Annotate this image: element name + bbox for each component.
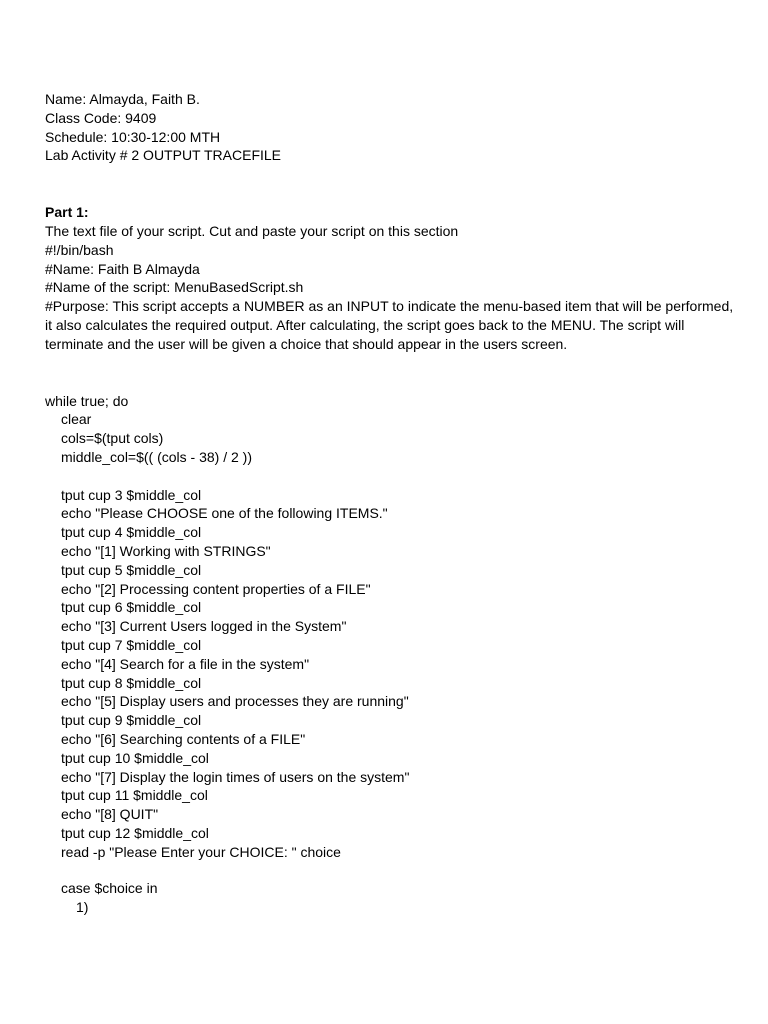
code-line: tput cup 8 $middle_col (61, 674, 202, 691)
class-code: Class Code: 9409 (45, 109, 157, 126)
comment-purpose: #Purpose: This script accepts a NUMBER as an INPUT to indicate the menu-based item that will be performed, it also calculates the required output. After calculating, the script goes back to the MENU. The script will terminate and the user will be given a choice that should appear in the users screen. (45, 298, 734, 352)
code-clear: clear (61, 411, 92, 428)
part1-intro: The text file of your script. Cut and paste your script on this section (45, 222, 459, 239)
code-cols: cols=$(tput cols) (61, 430, 164, 447)
code-middle-col: middle_col=$(( (cols - 38) / 2 )) (61, 448, 253, 465)
document-page (45, 90, 735, 917)
code-line: echo "[6] Searching contents of a FILE" (61, 730, 306, 747)
comment-script-name: #Name of the script: MenuBasedScript.sh (45, 279, 304, 296)
code-line: echo "[8] QUIT" (61, 806, 159, 823)
part1-section (45, 203, 735, 353)
code-line: echo "[2] Processing content properties of a FILE" (61, 580, 371, 597)
part1-heading: Part 1: (45, 204, 89, 221)
code-line: tput cup 11 $middle_col (61, 787, 208, 804)
spacer (45, 467, 735, 486)
code-line: tput cup 3 $middle_col (61, 486, 202, 503)
code-line: tput cup 12 $middle_col (61, 824, 209, 841)
code-line: read -p "Please Enter your CHOICE: " choice (61, 843, 341, 860)
shebang-line: #!/bin/bash (45, 241, 114, 258)
code-line: tput cup 10 $middle_col (61, 749, 209, 766)
code-line: tput cup 6 $middle_col (61, 599, 202, 616)
spacer (45, 861, 735, 879)
code-case: case $choice in (61, 880, 158, 897)
code-case-option-1: 1) (76, 899, 89, 916)
code-line: echo "Please CHOOSE one of the following ITEMS." (61, 505, 388, 522)
spacer (45, 165, 735, 203)
code-block (45, 392, 735, 918)
lab-activity-title: Lab Activity # 2 OUTPUT TRACEFILE (45, 147, 282, 164)
code-line: echo "[4] Search for a file in the system" (61, 655, 310, 672)
code-while: while true; do (45, 392, 129, 409)
code-line: echo "[7] Display the login times of users on the system" (61, 768, 410, 785)
student-name: Name: Almayda, Faith B. (45, 91, 200, 107)
comment-name: #Name: Faith B Almayda (45, 260, 200, 277)
code-line: tput cup 4 $middle_col (61, 524, 202, 541)
code-line: tput cup 5 $middle_col (61, 561, 202, 578)
spacer (45, 354, 735, 392)
schedule: Schedule: 10:30-12:00 MTH (45, 128, 221, 145)
header-block (45, 90, 735, 165)
code-line: tput cup 9 $middle_col (61, 712, 202, 729)
code-line: tput cup 7 $middle_col (61, 636, 202, 653)
code-line: echo "[1] Working with STRINGS" (61, 542, 271, 559)
code-line: echo "[5] Display users and processes they are running" (61, 693, 409, 710)
code-line: echo "[3] Current Users logged in the System" (61, 618, 347, 635)
